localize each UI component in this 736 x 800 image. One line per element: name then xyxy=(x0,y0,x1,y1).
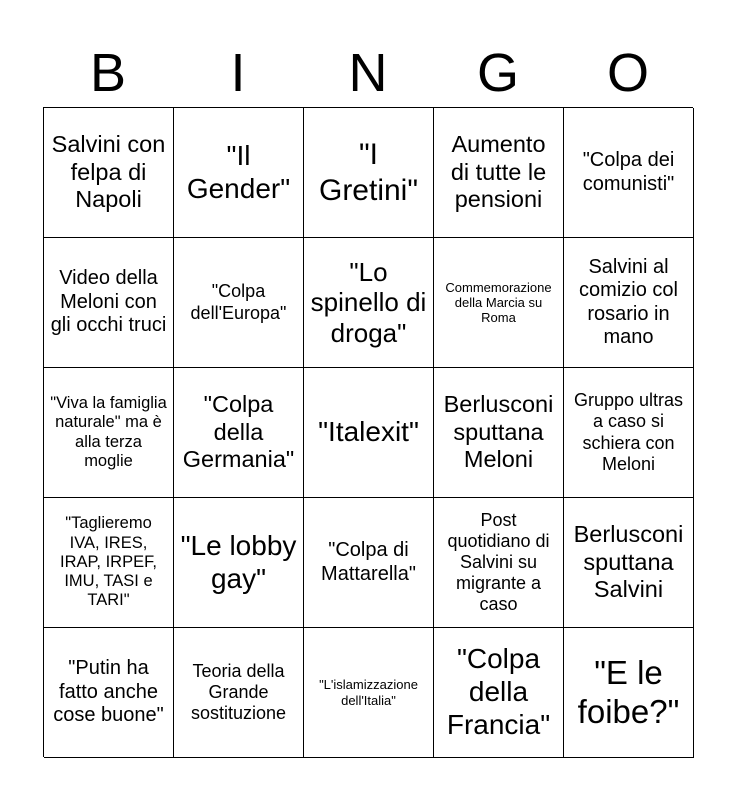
bingo-cell-r1c4[interactable] xyxy=(434,108,564,238)
cell-text: "Le lobby gay" xyxy=(180,529,297,594)
bingo-cell-r5c2[interactable] xyxy=(174,628,304,758)
cell-text: "I Gretini" xyxy=(318,138,418,207)
cell-text: "Italexit" xyxy=(318,416,419,448)
header-letter-o: O xyxy=(606,43,649,103)
cell-text: "Colpa dei comunisti" xyxy=(582,149,675,195)
cell-text: Post quotidiano di Salvini su migrante a caso xyxy=(447,509,550,615)
bingo-cell-r4c2[interactable] xyxy=(174,498,304,628)
bingo-cell-r4c1[interactable] xyxy=(44,498,174,628)
bingo-cell-r3c5[interactable] xyxy=(564,368,694,498)
header-letter-i: I xyxy=(230,43,246,103)
bingo-cell-r5c4[interactable] xyxy=(434,628,564,758)
cell-text: "Taglieremo IVA, IRES, IRAP, IRPEF, IMU, TASI e TARI" xyxy=(60,514,157,610)
cell-text: Berlusconi sputtana Meloni xyxy=(443,391,554,473)
bingo-cell-r2c3[interactable] xyxy=(304,238,434,368)
cell-text: "Viva la famiglia naturale" ma è alla terza moglie xyxy=(50,393,167,470)
header-letter-b: B xyxy=(89,43,127,103)
bingo-cell-r3c2[interactable] xyxy=(174,368,304,498)
bingo-cell-r1c1[interactable] xyxy=(44,108,174,238)
bingo-cell-r1c3[interactable] xyxy=(304,108,434,238)
cell-text: "Colpa di Mattarella" xyxy=(321,539,416,585)
cell-text: "Lo spinello di droga" xyxy=(310,256,427,348)
cell-text: "L'islamizzazione dell'Italia" xyxy=(319,677,418,708)
bingo-cell-r4c4[interactable] xyxy=(434,498,564,628)
cell-text: Gruppo ultras a caso si schiera con Meloni xyxy=(573,390,684,474)
bingo-cell-r2c1[interactable] xyxy=(44,238,174,368)
cell-text: Salvini con felpa di Napoli xyxy=(51,131,166,213)
bingo-header xyxy=(43,40,693,106)
bingo-cell-r2c5[interactable] xyxy=(564,238,694,368)
bingo-cell-r1c2[interactable] xyxy=(174,108,304,238)
cell-text: "E le foibe?" xyxy=(577,653,680,730)
bingo-cell-r3c4[interactable] xyxy=(434,368,564,498)
cell-text: Video della Meloni con gli occhi truci xyxy=(50,267,167,337)
cell-text: Teoria della Grande sostituzione xyxy=(190,660,287,724)
cell-text: "Putin ha fatto anche cose buone" xyxy=(53,657,164,727)
bingo-cell-r4c3[interactable] xyxy=(304,498,434,628)
header-letter-n: N xyxy=(348,43,388,103)
bingo-cell-r3c1[interactable] xyxy=(44,368,174,498)
cell-text: Aumento di tutte le pensioni xyxy=(450,131,547,213)
cell-text: Salvini al comizio col rosario in mano xyxy=(579,255,678,348)
bingo-cell-r5c3[interactable] xyxy=(304,628,434,758)
cell-text: "Colpa della Germania" xyxy=(182,391,295,473)
cell-text: Commemorazione della Marcia su Roma xyxy=(445,279,552,326)
cell-text: "Il Gender" xyxy=(186,139,291,204)
bingo-cell-r4c5[interactable] xyxy=(564,498,694,628)
cell-text: "Colpa della Francia" xyxy=(446,643,551,740)
bingo-cell-r5c1[interactable] xyxy=(44,628,174,758)
bingo-cell-r2c2[interactable] xyxy=(174,238,304,368)
bingo-cell-r5c5[interactable] xyxy=(564,628,694,758)
cell-text: "Colpa dell'Europa" xyxy=(190,281,287,323)
bingo-cell-r3c3[interactable] xyxy=(304,368,434,498)
header-letter-g: G xyxy=(476,43,519,103)
bingo-grid xyxy=(43,107,693,757)
bingo-cell-r2c4[interactable] xyxy=(434,238,564,368)
bingo-cell-r1c5[interactable] xyxy=(564,108,694,238)
cell-text: Berlusconi sputtana Salvini xyxy=(573,521,684,603)
